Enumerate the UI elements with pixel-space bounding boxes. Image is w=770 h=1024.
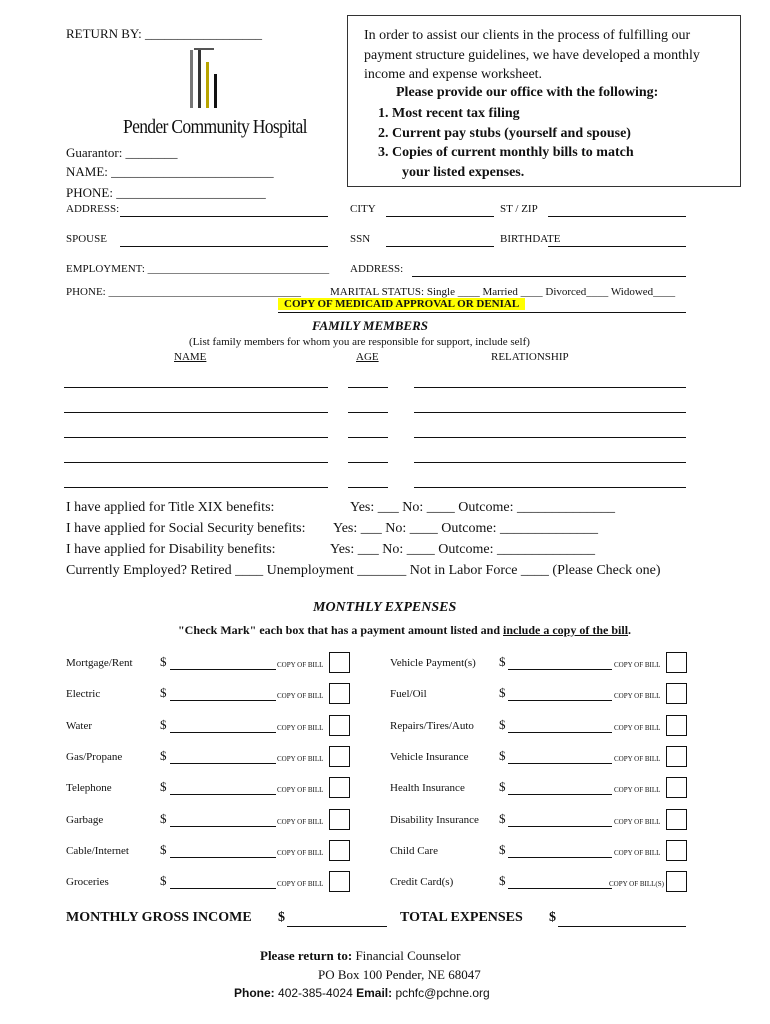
copy-of-bill-label: COPY OF BILL	[277, 724, 324, 732]
guarantor-field[interactable]: Guarantor: ________	[66, 145, 178, 160]
copy-of-bill-checkbox[interactable]	[666, 746, 687, 767]
provide-heading: Please provide our office with the following:	[396, 85, 659, 100]
family-relationship-input[interactable]	[414, 487, 686, 488]
city-label: CITY	[350, 203, 376, 215]
po-box: PO Box 100 Pender, NE 68047	[318, 967, 481, 982]
copy-of-bill-label: COPY OF BILL	[277, 755, 324, 763]
city-input[interactable]	[386, 216, 494, 217]
dollar-sign: $	[499, 842, 506, 857]
address-input[interactable]	[120, 216, 328, 217]
dollar-sign: $	[499, 685, 506, 700]
col-relationship-header: RELATIONSHIP	[491, 351, 569, 363]
title19-question: I have applied for Title XIX benefits:	[66, 500, 275, 515]
copy-of-bill-label: COPY OF BILL	[614, 818, 661, 826]
family-members-subtitle: (List family members for whom you are responsible for support, include self)	[189, 336, 530, 348]
expense-amount-input[interactable]	[170, 669, 276, 670]
birthdate-label: BIRTHDATE	[500, 233, 561, 245]
ssn-input[interactable]	[386, 246, 494, 247]
ss-answer[interactable]: Yes: ___ No: ____ Outcome: ______________	[333, 521, 598, 536]
gross-income-input[interactable]	[287, 926, 387, 927]
dollar-sign: $	[160, 654, 167, 669]
copy-of-bill-checkbox[interactable]	[329, 777, 350, 798]
dollar-sign: $	[160, 873, 167, 888]
dollar-sign: $	[160, 717, 167, 732]
employment-status[interactable]: Currently Employed? Retired ____ Unemployment _______ Not in Labor Force ____ (Please Check one)	[66, 563, 661, 578]
disability-answer[interactable]: Yes: ___ No: ____ Outcome: ______________	[330, 542, 595, 557]
expense-label: Electric	[66, 688, 101, 700]
expense-label: Garbage	[66, 814, 104, 826]
family-age-input[interactable]	[348, 462, 388, 463]
family-name-input[interactable]	[64, 412, 328, 413]
copy-of-bill-label: COPY OF BILL	[614, 661, 661, 669]
family-relationship-input[interactable]	[414, 387, 686, 388]
contact-line	[234, 986, 490, 1000]
gross-income-dollar: $	[278, 910, 285, 925]
copy-of-bill-checkbox[interactable]	[329, 683, 350, 704]
intro-text	[364, 26, 700, 85]
expense-label: Vehicle Insurance	[390, 751, 469, 763]
family-age-input[interactable]	[348, 487, 388, 488]
marital-status-field[interactable]: MARITAL STATUS: Single ____ Married ____ Divorced____ Widowed____	[330, 286, 676, 298]
copy-of-bill-checkbox[interactable]	[666, 840, 687, 861]
expense-amount-input[interactable]	[508, 826, 612, 827]
spouse-label: SPOUSE	[66, 233, 107, 245]
medicaid-note: COPY OF MEDICAID APPROVAL OR DENIAL	[278, 298, 525, 310]
dollar-sign: $	[160, 685, 167, 700]
expense-amount-input[interactable]	[170, 763, 276, 764]
total-expenses-label: TOTAL EXPENSES	[400, 910, 523, 925]
employer-address-input[interactable]	[412, 276, 686, 277]
instruction-underlined: include a copy of the bill	[503, 623, 629, 637]
expense-amount-input[interactable]	[170, 888, 276, 889]
return-to-label: Please return to:	[260, 948, 353, 963]
family-relationship-input[interactable]	[414, 437, 686, 438]
expense-amount-input[interactable]	[170, 732, 276, 733]
copy-of-bill-checkbox[interactable]	[329, 809, 350, 830]
st-zip-input[interactable]	[548, 216, 686, 217]
expense-amount-input[interactable]	[508, 888, 612, 889]
dollar-sign: $	[499, 654, 506, 669]
copy-of-bill-label: COPY OF BILL	[277, 818, 324, 826]
birthdate-input[interactable]	[548, 246, 686, 247]
provide-list	[378, 104, 634, 183]
instruction-text: "Check Mark" each box that has a payment amount listed and	[178, 623, 504, 637]
copy-of-bill-label: COPY OF BILL(S)	[609, 880, 664, 888]
expense-label: Cable/Internet	[66, 845, 129, 857]
dollar-sign: $	[160, 779, 167, 794]
dollar-sign: $	[499, 811, 506, 826]
copy-of-bill-label: COPY OF BILL	[277, 786, 324, 794]
expense-label: Repairs/Tires/Auto	[390, 720, 474, 732]
st-zip-label: ST / ZIP	[500, 203, 538, 215]
expense-label: Mortgage/Rent	[66, 657, 133, 669]
email-label: Email:	[356, 986, 393, 1000]
ssn-label: SSN	[350, 233, 371, 245]
dollar-sign: $	[499, 717, 506, 732]
family-age-input[interactable]	[348, 437, 388, 438]
copy-of-bill-label: COPY OF BILL	[277, 880, 324, 888]
family-relationship-input[interactable]	[414, 412, 686, 413]
expense-label: Telephone	[66, 782, 112, 794]
expense-label: Credit Card(s)	[390, 876, 454, 888]
dollar-sign: $	[499, 748, 506, 763]
dollar-sign: $	[499, 873, 506, 888]
copy-of-bill-checkbox[interactable]	[329, 871, 350, 892]
copy-of-bill-checkbox[interactable]	[666, 683, 687, 704]
dollar-sign: $	[160, 748, 167, 763]
dollar-sign: $	[499, 779, 506, 794]
copy-of-bill-label: COPY OF BILL	[614, 786, 661, 794]
employer-phone-field[interactable]: PHONE: ___________________________________	[66, 286, 301, 298]
expense-label: Fuel/Oil	[390, 688, 427, 700]
hospital-name: Pender Community Hospital	[123, 116, 307, 138]
copy-of-bill-checkbox[interactable]	[329, 652, 350, 673]
copy-of-bill-checkbox[interactable]	[666, 809, 687, 830]
total-expenses-dollar: $	[549, 910, 556, 925]
intro-line-3: income and expense worksheet.	[364, 67, 543, 82]
ss-question: I have applied for Social Security benefits:	[66, 521, 306, 536]
col-name-header: NAME	[174, 351, 207, 363]
provide-item: your listed expenses.	[402, 165, 525, 181]
provide-item: 2. Current pay stubs (yourself and spouse)	[378, 125, 631, 141]
expense-amount-input[interactable]	[170, 700, 276, 701]
expense-amount-input[interactable]	[508, 700, 612, 701]
copy-of-bill-label: COPY OF BILL	[614, 849, 661, 857]
phone-label: Phone:	[234, 986, 275, 1000]
expense-amount-input[interactable]	[508, 857, 612, 858]
family-age-input[interactable]	[348, 387, 388, 388]
copy-of-bill-checkbox[interactable]	[329, 746, 350, 767]
copy-of-bill-checkbox[interactable]	[666, 871, 687, 892]
expenses-instruction	[178, 623, 631, 638]
expense-label: Water	[66, 720, 92, 732]
family-name-input[interactable]	[64, 387, 328, 388]
copy-of-bill-label: COPY OF BILL	[614, 724, 661, 732]
family-age-input[interactable]	[348, 412, 388, 413]
disability-question: I have applied for Disability benefits:	[66, 542, 276, 557]
expense-label: Health Insurance	[390, 782, 465, 794]
expense-label: Disability Insurance	[390, 814, 479, 826]
intro-line-2: payment structure guidelines, we have developed a monthly	[364, 47, 700, 63]
expense-label: Vehicle Payment(s)	[390, 657, 476, 669]
return-by: RETURN BY: __________________	[66, 26, 262, 41]
employment-field[interactable]: EMPLOYMENT: _________________________________	[66, 263, 330, 275]
dollar-sign: $	[160, 842, 167, 857]
expense-amount-input[interactable]	[508, 763, 612, 764]
employer-address-label: ADDRESS:	[350, 263, 404, 275]
intro-line-1: In order to assist our clients in the process of fulfilling our	[364, 28, 691, 43]
copy-of-bill-checkbox[interactable]	[666, 652, 687, 673]
family-name-input[interactable]	[64, 437, 328, 438]
return-to	[260, 948, 461, 964]
copy-of-bill-label: COPY OF BILL	[614, 755, 661, 763]
dollar-sign: $	[160, 811, 167, 826]
provide-item: 1. Most recent tax filing	[378, 106, 520, 121]
gross-income-label: MONTHLY GROSS INCOME	[66, 910, 252, 925]
medicaid-underline	[278, 312, 686, 313]
expense-amount-input[interactable]	[508, 669, 612, 670]
copy-of-bill-label: COPY OF BILL	[277, 692, 324, 700]
copy-of-bill-checkbox[interactable]	[666, 777, 687, 798]
instruction-period: .	[628, 623, 632, 637]
expense-label: Child Care	[390, 845, 438, 857]
family-name-input[interactable]	[64, 487, 328, 488]
expense-amount-input[interactable]	[170, 794, 276, 795]
copy-of-bill-checkbox[interactable]	[329, 715, 350, 736]
family-members-title: FAMILY MEMBERS	[312, 318, 428, 333]
copy-of-bill-label: COPY OF BILL	[277, 661, 324, 669]
family-relationship-input[interactable]	[414, 462, 686, 463]
total-expenses-input[interactable]	[558, 926, 686, 927]
col-age-header: AGE	[356, 351, 379, 363]
expense-label: Groceries	[66, 876, 109, 888]
expense-amount-input[interactable]	[508, 732, 612, 733]
copy-of-bill-label: COPY OF BILL	[277, 849, 324, 857]
expense-amount-input[interactable]	[170, 857, 276, 858]
expense-amount-input[interactable]	[170, 826, 276, 827]
expense-label: Gas/Propane	[66, 751, 123, 763]
copy-of-bill-checkbox[interactable]	[329, 840, 350, 861]
spouse-input[interactable]	[120, 246, 328, 247]
title19-answer[interactable]: Yes: ___ No: ____ Outcome: ______________	[350, 500, 615, 515]
monthly-expenses-title: MONTHLY EXPENSES	[313, 600, 457, 615]
phone-field[interactable]: PHONE: _______________________	[66, 185, 266, 200]
address-label: ADDRESS:	[66, 203, 120, 215]
expense-amount-input[interactable]	[508, 794, 612, 795]
return-to-value: Financial Counselor	[355, 948, 461, 963]
name-field[interactable]: NAME: _________________________	[66, 164, 274, 179]
email-value: pchfc@pchne.org	[395, 986, 490, 1000]
hospital-logo	[186, 48, 226, 112]
copy-of-bill-checkbox[interactable]	[666, 715, 687, 736]
provide-item: 3. Copies of current monthly bills to match	[378, 145, 634, 161]
phone-value: 402-385-4024	[278, 986, 353, 1000]
copy-of-bill-label: COPY OF BILL	[614, 692, 661, 700]
family-name-input[interactable]	[64, 462, 328, 463]
